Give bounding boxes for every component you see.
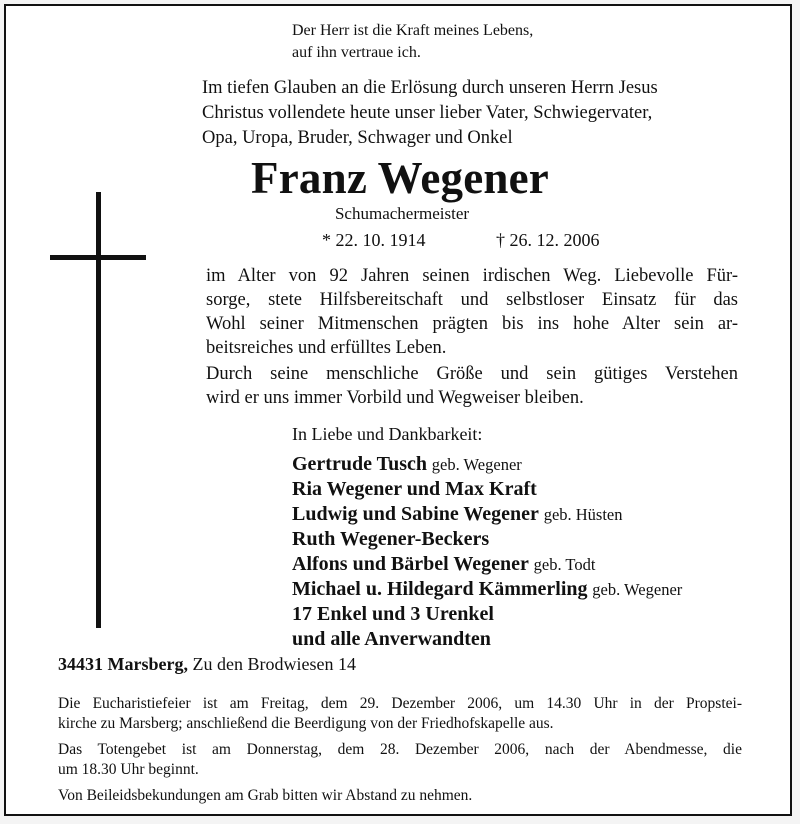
mourner-note: geb. Todt xyxy=(533,555,596,574)
body-line: Wohl seiner Mitmenschen prägten bis ins hohe Alter sein ar- xyxy=(206,314,738,334)
motto-line: auf ihn vertraue ich. xyxy=(292,44,421,61)
bible-motto xyxy=(292,20,533,64)
body-paragraph-2 xyxy=(206,362,738,410)
address-street: Zu den Brodwiesen 14 xyxy=(192,654,356,674)
info-line: kirche zu Marsberg; anschließend die Beerdigung von der Friedhofskapelle aus. xyxy=(58,715,554,732)
deceased-name: Franz Wegener xyxy=(251,153,549,203)
mourner-row xyxy=(292,502,682,527)
mourner-note: geb. Hüsten xyxy=(543,505,623,524)
mourner-note: geb. Wegener xyxy=(431,455,522,474)
mourner-row xyxy=(292,477,682,502)
mourner-row xyxy=(292,627,682,652)
body-line: wird er uns immer Vorbild und Wegweiser bleiben. xyxy=(206,388,584,408)
funeral-info xyxy=(58,694,742,734)
body-line: sorge, stete Hilfsbereitschaft und selbstloser Einsatz für das xyxy=(206,290,738,310)
body-paragraph-1 xyxy=(206,264,738,360)
intro-line: Opa, Uropa, Bruder, Schwager und Onkel xyxy=(202,128,513,148)
mourner-row xyxy=(292,577,682,602)
info-line: Die Eucharistiefeier ist am Freitag, dem 29. Dezember 2006, um 14.30 Uhr in der Propstei- xyxy=(58,695,742,712)
family-address xyxy=(58,654,356,675)
prayer-info xyxy=(58,740,742,780)
body-line: Durch seine menschliche Größe und sein gütiges Verstehen xyxy=(206,364,738,384)
intro-line: Christus vollendete heute unser lieber Vater, Schwiegervater, xyxy=(202,103,653,123)
mourner-name: Ludwig und Sabine Wegener xyxy=(292,503,539,525)
mourner-row xyxy=(292,552,682,577)
motto-line: Der Herr ist die Kraft meines Lebens, xyxy=(292,22,534,39)
mourner-name: Gertrude Tusch xyxy=(292,453,428,475)
mourner-name: Michael u. Hildegard Kämmerling xyxy=(292,578,588,600)
birth-date: * 22. 10. 1914 xyxy=(322,230,426,250)
address-city: 34431 Marsberg, xyxy=(58,654,188,674)
thanks-line: In Liebe und Dankbarkeit: xyxy=(292,424,483,444)
mourner-name: 17 Enkel und 3 Urenkel xyxy=(292,603,494,625)
mourner-name: und alle Anverwandten xyxy=(292,628,491,650)
mourner-name: Ria Wegener und Max Kraft xyxy=(292,478,537,500)
mourner-row xyxy=(292,527,682,552)
mourner-name: Alfons und Bärbel Wegener xyxy=(292,553,529,575)
body-line: im Alter von 92 Jahren seinen irdischen Weg. Liebevolle Für- xyxy=(206,266,738,286)
info-line: um 18.30 Uhr beginnt. xyxy=(58,761,199,778)
info-line: Das Totengebet ist am Donnerstag, dem 28. Dezember 2006, nach der Abendmesse, die xyxy=(58,741,742,758)
intro-text xyxy=(202,76,658,151)
condolence-note: Von Beileidsbekundungen am Grab bitten wir Abstand zu nehmen. xyxy=(58,787,473,804)
mourner-row xyxy=(292,602,682,627)
mourner-note: geb. Wegener xyxy=(592,580,683,599)
mourner-row xyxy=(292,452,682,477)
body-line: beitsreiches und erfülltes Leben. xyxy=(206,338,447,358)
deceased-profession: Schumachermeister xyxy=(334,204,470,223)
cross-horizontal-bar xyxy=(50,255,146,260)
mourners-list xyxy=(292,452,682,652)
intro-line: Im tiefen Glauben an die Erlösung durch unseren Herrn Jesus xyxy=(202,78,658,98)
death-date: † 26. 12. 2006 xyxy=(496,230,600,250)
mourner-name: Ruth Wegener-Beckers xyxy=(292,528,490,550)
